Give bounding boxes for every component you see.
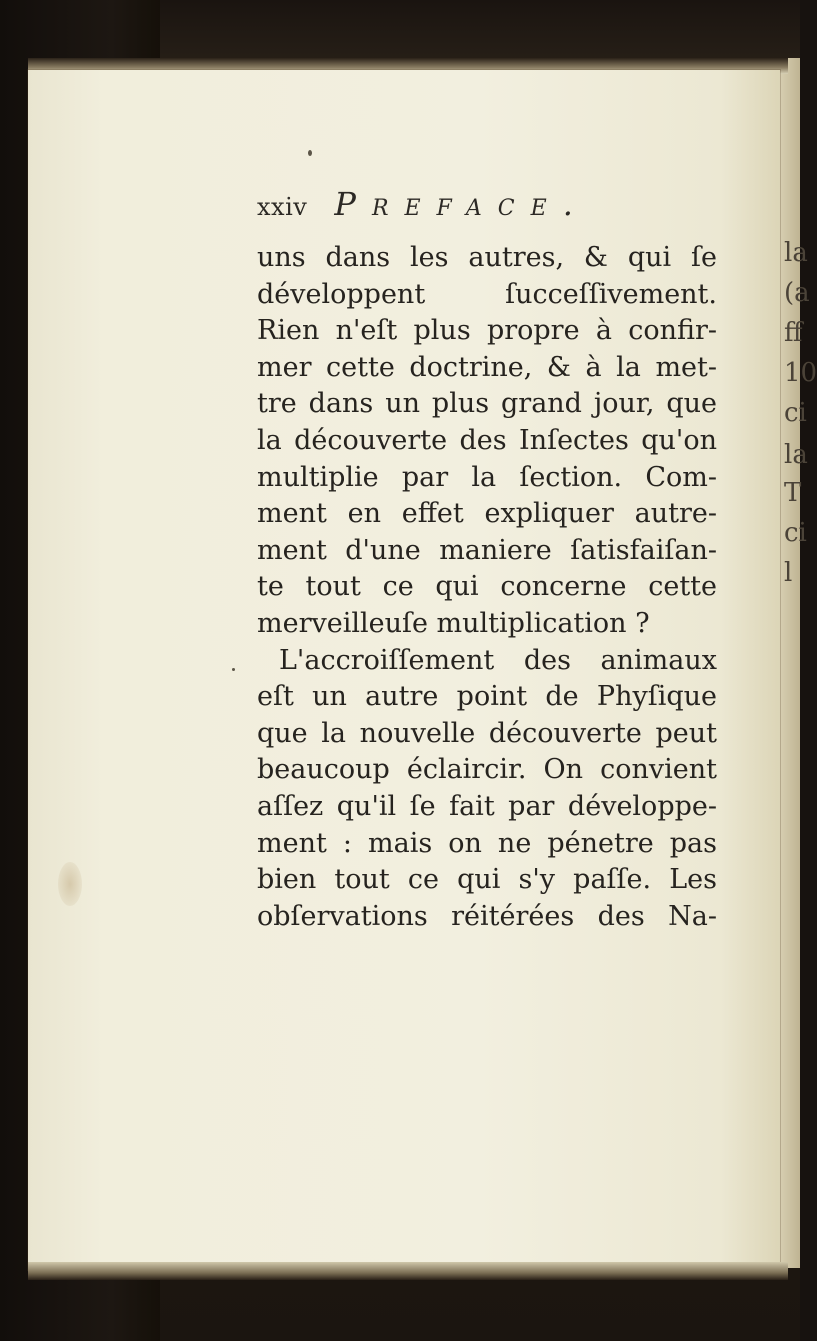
next-page-fragment: ff xyxy=(784,318,803,348)
paper-stain xyxy=(58,862,82,906)
next-page-fragment: la xyxy=(784,238,808,268)
page-bottom-edge xyxy=(28,1262,788,1280)
text-line: ment en effet expliquer autre- xyxy=(257,498,717,530)
text-line: L'accroiſſement des animaux xyxy=(279,644,717,676)
text-line: ment d'une maniere ſatisfaiſan- xyxy=(257,534,717,566)
text-line: te tout ce qui concerne cette xyxy=(257,571,717,603)
text-line: bien tout ce qui s'y paſſe. Les xyxy=(257,864,717,896)
running-title: Preface. xyxy=(334,185,589,223)
text-line: développent ſucceſſivement. xyxy=(257,278,717,310)
text-line: tre dans un plus grand jour, que xyxy=(257,388,717,420)
text-line: beaucoup éclaircir. On convient xyxy=(257,754,717,786)
next-page-fragment: ci xyxy=(784,398,807,428)
next-page-fragment: T xyxy=(784,478,802,508)
next-page-fragment: la xyxy=(784,440,808,470)
text-line: Rien n'eſt plus propre à confir- xyxy=(257,315,717,347)
text-line: eſt un autre point de Phyſique xyxy=(257,681,717,713)
ink-speck xyxy=(232,668,235,671)
text-line: multiplie par la ſection. Com- xyxy=(257,461,717,493)
text-line: que la nouvelle découverte peut xyxy=(257,717,717,749)
page-number: xxiv xyxy=(257,193,308,221)
ink-speck xyxy=(308,150,312,156)
text-line: obſervations réitérées des Na- xyxy=(257,900,717,932)
text-line: ment : mais on ne pénetre pas xyxy=(257,827,717,859)
next-page-fragment: (a xyxy=(784,278,810,308)
text-line: aſſez qu'il ſe fait par développe- xyxy=(257,790,717,822)
text-line: mer cette doctrine, & à la met- xyxy=(257,351,717,383)
text-line: uns dans les autres, & qui ſe xyxy=(257,242,717,273)
page-header xyxy=(257,185,589,223)
next-page-fragment: l xyxy=(784,558,793,588)
next-page-fragment: 10 xyxy=(784,358,817,388)
text-line: merveilleuſe multiplication ? xyxy=(257,607,650,639)
next-page-fragment: ci xyxy=(784,518,807,548)
text-line: la découverte des Inſectes qu'on xyxy=(257,424,717,456)
body-text xyxy=(257,240,717,935)
